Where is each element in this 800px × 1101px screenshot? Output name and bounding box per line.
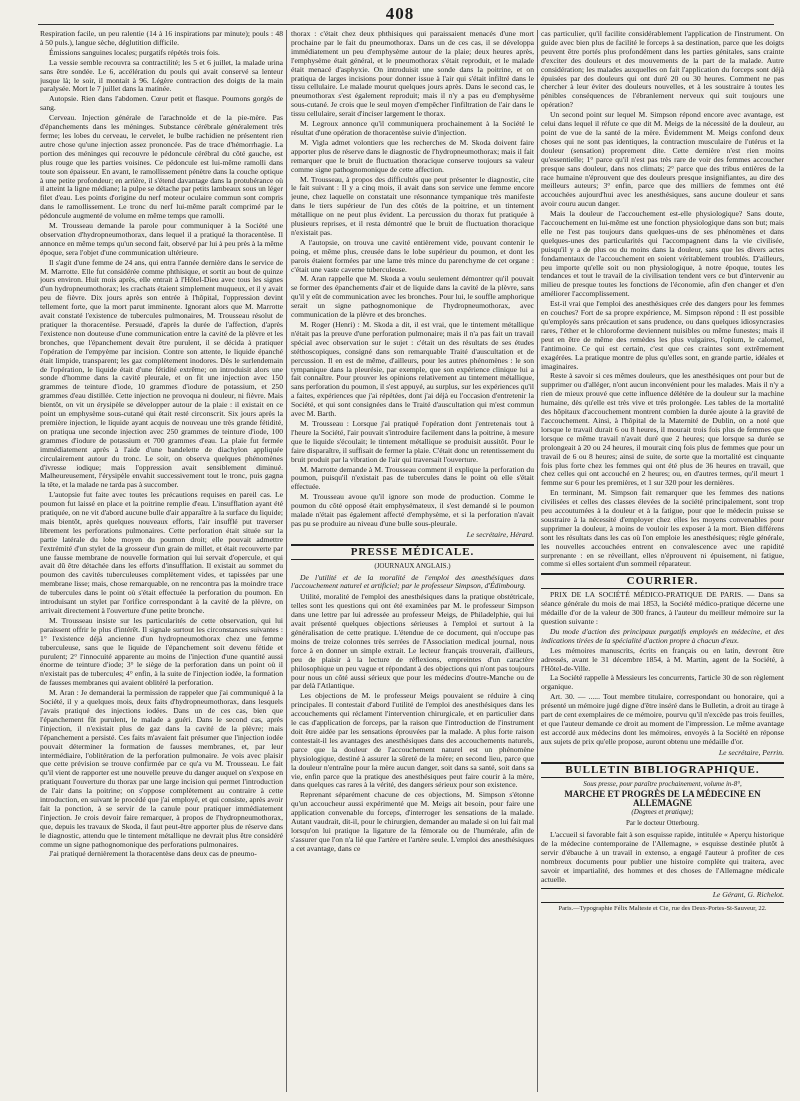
paragraph: M. Vigla admet volontiers que les recherches de M. Skoda doivent faire apporter plus de réserve dans le diagnostic de l'hydropneumothorax; mais il fait remarquer que le bruit de fluctuation thoracique conserve toujours sa valeur comme signe pathognomonique de cette affection. bbox=[291, 137, 534, 174]
column-2 bbox=[291, 30, 534, 1090]
courrier-title: COURRIER. bbox=[541, 573, 784, 589]
header-rule bbox=[38, 24, 774, 25]
paragraph: M. Legroux annonce qu'il communiquera prochainement à la Société le résultat d'une opération de thoracentèse suivie d'injection. bbox=[291, 119, 534, 137]
paragraph: Il s'agit d'une femme de 24 ans, qui entra l'année dernière dans le service de M. Marrotte. Elle fut considérée comme phthisique, et sortit au bout de quinze jours environ. Huit mois après, elle entrait à l'Hôtel-Dieu avec tous les signes d'un hydropneumothorax; les crachats étaient simplement muqueux, et il y avait peu de fièvre. Dix jours après son entrée à l'hôpital, l'oppression devint tellement forte, que la mort parut imminente. Ignorant alors que M. Marrotte avait constaté l'existence de tubercules pulmonaires, M. Trousseau résolut de pratiquer la thoracentèse. Persuadé, d'après la durée de l'affection, d'après l'existence non douteuse d'une communication entre la cavité de la plèvre et les bronches, que l'épanchement devait être purulent, il se décida à pratiquer l'opération de l'empyème par incision. Contre son attente, le liquide épanché était limpide, transparent; les gaz complètement inodores. Dès le surlendemain de l'opération, le liquide était d'une fétidité extrême; on introduisit alors une sonde d'homme dans la cavité pleurale, et on fit une injection avec 150 grammes de teinture d'iode, 10 grammes d'iodure de potassium, et 250 grammes d'eau distillée. Cette injection ne provoqua ni douleur, ni fièvre. Mais bientôt, on vit un érysipèle se développer autour de la plaie : il existait en ce point un emphysème sous-cutané qui était resté circonscrit. Six jours après la première injection, le liquide ayant acquis de nouveau une très grande fétidité, on pratiqua une seconde injection avec 250 grammes de teinture d'iode, 100 grammes d'iodure de potassium et 700 grammes d'eau. La plaie fut fermée immédiatement après à l'aide d'une bandelette de diachylon appliquée circulairement autour du tronc. Le soir, on observa quelques phénomènes d'ivresse iodique; mais l'oppression avait sensiblement diminué. Malheureusement, l'érysipèle envahit successivement tout le tronc, puis gagna la tête, et la malade ne tarda pas à succomber. bbox=[40, 257, 283, 490]
paragraph: Les objections de M. le professeur Meigs pouvaient se réduire à cinq principales. Il contestait d'abord l'utilité de l'emploi des anesthésiques dans les accouchements qui réclament l'intervention chirurgicale, et en particulier dans le cas d'application de forceps, par la raison que l'introduction de l'instrument doit être aidée par les sensations éprouvées par la malade. A plus forte raison contestait-il les avantages des anesthésiques dans des accouchements naturels, parce que la douleur de l'accouchement naturel est un phénomène physiologique, destiné à assurer la sûreté de la mère; en second lieu, parce que la douleur n'entraîne pour la mère aucun danger, soit dans sa santé, soit dans sa vie, enfin parce que la pratique des anesthésiques peut faire courir à la mère, dans quelques cas rares à la vérité, des dangers sérieux pour son existence. bbox=[291, 691, 534, 790]
paragraph: La vessie semble recouvra sa contractilité; les 5 et 6 juillet, la malade urina sans être sondée. Le 6, accélération du pouls qui avait conservé sa lenteur jusque là; le soir, il montait à 96. Légère contraction des doigts de la main paralysée. Mort le 7 juillet dans la matinée. bbox=[40, 57, 283, 94]
section-title: PRESSE MÉDICALE. bbox=[291, 544, 534, 560]
paragraph: Du mode d'action des principaux purgatifs employés en médecine, et des indications tirées de la spécialité d'action propre à chacun d'eux. bbox=[541, 626, 784, 645]
paragraph: M. Aran : Je demanderai la permission de rappeler que j'ai communiqué à la Société, il y a quelques mois, deux faits d'hydropneumothorax, dans lesquels j'avais pratiqué des injections iodées. Dans un de ces cas, bien que l'épanchement fût purulent, le malade a guéri. Dans le second cas, après l'injection, il n'existait plus de gaz dans la cavité de la plèvre; mais l'épanchement a persisté. Ces faits m'avaient fait présumer que l'injection iodée pouvait déterminer la formation de fausses membranes, et, par leur intermédiaire, l'oblitération de la perforation pulmonaire. Je vois avec plaisir que cette prévision se trouve confirmée par ce qu'a vu M. Trousseau. Le fait qu'il vient de rapporter est une nouvelle preuve du danger auquel on s'expose en pratiquant l'ouverture du thorax par une large incision qui permet l'introduction de l'air dans la poitrine; on s'oppose complètement au contraire à cette introduction, en suivant le procédé que j'ai employé, et qui consiste, après avoir fait la ponction, à se servir de la canule pour pratiquer immédiatement l'injection. Je crois devoir faire remarquer, à propos de l'hydropneumothorax, que, depuis les travaux de Skoda, il faut peut-être apporter plus de réserve dans le diagnostic, attendu que le tintement métallique ne devrait plus être considéré comme un signe pathognomonique des perforations pulmonaires. bbox=[40, 688, 283, 849]
paragraph: Reprenant séparément chacune de ces objections, M. Simpson s'étonne qu'un accoucheur aussi expérimenté que M. Meigs ait besoin, pour faire une application convenable du forceps, d'interroger les sensations de la malade. Autant vaudrait, dit-il, pour le chirurgien, demander au malade si on lui fait mal lorsqu'on lui pratique la ligature de la fémorale ou de l'humérale, afin de s'assurer que l'on n'a lié que l'artère et l'artère seule. L'emploi des anesthésiques a cet avantage, dans ce bbox=[291, 790, 534, 853]
paragraph: L'accueil si favorable fait à son esquisse rapide, intitulée « Aperçu historique de la médecine contemporaine de l'Allemagne, » esquisse destinée plutôt à servir d'ébauche à un travail in extenso, a engagé l'auteur à profiter de ces nombreux documents pour publier une histoire complète qui traitera, avec savoir et impartialité, des hommes et des choses de l'Allemagne médicale actuelle. bbox=[541, 830, 784, 884]
paragraph: Reste à savoir si ces mêmes douleurs, que les anesthésiques ont pour but de supprimer ou d'alléger, n'ont aucun inconvénient pour les malades. Mais il n'y a rien de mieux prouvé que cette influence délétère de la douleur sur la machine humaine, dès qu'elle est très vive et très prolongée. Les tables de la mortalité des hôpitaux d'accouchement montrent combien la durée ajoute à la gravité de l'accouchement. Ainsi, à l'hôpital de la Maternité de Dublin, on a noté que lorsque le travail durait 6 ou 8 heures, il mourait trois fois plus de femmes que lorsque ce même travail n'avait duré que 2 heures; que lorsque sa durée se prolongeait à 20 ou 24 heures, il mourait cinq fois plus de femmes que pour un travail de 6 ou 8 heures; ainsi de suite, de sorte que la mortalité est cinquante fois plus forte chez les femmes qui ont été plus de 36 heures en travail, que chez celles qui ont accouché en 2 heures; ou, en d'autres termes, qu'il meurt 1 femme sur 6 pour les premières, et 1 sur 320 pour les dernières. bbox=[541, 371, 784, 488]
paragraph: L'autopsie fut faite avec toutes les précautions requises en pareil cas. Le poumon fut laissé en place et la poitrine remplie d'eau. L'insufflation ayant été pratiquée, on ne vit d'abord aucune bulle d'air apparaître à la surface du liquide; mais bientôt, après quelques nouveaux efforts, l'air insufflé put traverser librement les perforations pulmonaires. Cette perforation était située sur la partie latérale du lobe moyen du poumon droit; elle pouvait admettre l'extrémité d'un stylet de la grosseur d'un grain de millet, et était recouverte par une fausse membrane de nouvelle formation qui lui servait d'opercule, et qui avait dû être détachée dans les efforts d'insufflation. Il existait au sommet du poumon des cavités tuberculeuses complètement vides, et tapissées par une membrane lisse; mais, chose remarquable, on ne rencontra pas la moindre trace de tubercules dans le point où s'était effectuée la perforation du poumon. En introduisant un stylet par l'orifice correspondant à la cavité de la plèvre, on arrivait directement à l'ouverture d'une petite bronche. bbox=[40, 490, 283, 615]
paragraph: Art. 30. — ...... Tout membre titulaire, correspondant ou honoraire, qui a présenté un mémoire jugé digne d'être inséré dans le Bulletin, a droit au tirage à part de cent exemplaires de ce mémoire, pourvu qu'il n'excède pas trois feuilles, et que l'auteur demande ce droit au moment de l'impression. Le même avantage est accordé aux médecins dont les mémoires, envoyés à la Société en réponse aux sujets de prix qu'elle propose, auront obtenu une médaille d'or. bbox=[541, 692, 784, 746]
paragraph: M. Trousseau insiste sur les particularités de cette observation, qui lui paraissent offrir le plus d'intérêt. Il signale surtout les circonstances suivantes : 1° l'existence déjà ancienne d'un hydropneumothorax chez une femme tuberculeuse, sans que le liquide de l'épanchement soit devenu fétide et purulent; 2° l'innocuité apparente au moins de l'injection d'une quantité aussi énorme de teinture d'iode; 3° le siège de la perforation dans un point où il n'existait pas de tubercules; 4° enfin, à la suite de l'injection iodée, la formation de fausses membranes qui avaient oblitéré la perforation. bbox=[40, 615, 283, 688]
column-divider bbox=[537, 30, 538, 1092]
paragraph: La Société rappelle à Messieurs les concurrents, l'article 30 de son règlement organique. bbox=[541, 673, 784, 692]
paragraph: M. Trousseau : Lorsque j'ai pratiqué l'opération dont j'entretenais tout à l'heure la Société, l'air pouvait s'introduire facilement dans la poitrine, à mesure que le liquide s'écoulait; le tintement métallique se produisit aussitôt. Pour le faire disparaître, il suffisait de fermer la plaie. C'était donc un retentissement du bruit produit par la vibration de l'air qui traversait l'ouverture. bbox=[291, 418, 534, 464]
paragraph: Mais la douleur de l'accouchement est-elle physiologique? Sans doute, l'accouchement en lui-même est une fonction physiologique dans son but; mais elle ne l'est pas toujours dans quelques-uns de ses phénomènes et dans quelques-unes des particularités qui l'accompagnent dans la vie civilisée, puisqu'il y a de plus ou du moins dans la douleur, sans que les divers actes fondamentaux de l'accouchement en soient véritablement troublés. D'ailleurs, peu importe qu'elle soit ou non physiologique, à notre époque, toutes les tendances et tout le travail de la civilisation tendent vers ce but d'intervenir au milieu de presque toutes les fonctions de l'économie, afin d'en changer et d'en améliorer l'accomplissement. bbox=[541, 209, 784, 299]
printer-imprint: Paris.—Typographie Félix Malteste et Cie, rue des Deux-Portes-St-Sauveur, 22. bbox=[541, 902, 784, 914]
courrier-signature: Le secrétaire, Perrin. bbox=[718, 747, 784, 757]
paragraph: thorax : c'était chez deux phthisiques qui paraissaient menacés d'une mort prochaine par le fait du pneumothorax. Dans un de ces cas, il se développa immédiatement un peu d'emphysème autour de la plaie; deux heures après, l'emphysème était général, et le pneumothorax s'était reproduit, et le malade était menacé d'asphyxie. On introduisit une sonde dans la poitrine, et on pratiqua de larges incisions pour donner issue à l'air qui s'était infiltré dans le tissu cellulaire. Le malade mourut quelques jours après. Dans le second cas, le pneumothorax s'est également reproduit; mais il n'y a pas eu d'emphysème sous-cutané. Je crois que le seul moyen d'empêcher l'infiltration de l'air dans le tissu cellulaire, serait d'inciser largement le thorax. bbox=[291, 30, 534, 119]
paragraph: Un second point sur lequel M. Simpson répond encore avec avantage, est celui dans lequel il réfute ce que dit M. Meigs de la nécessité de la douleur, au point de vue de la santé de la mère. Évidemment M. Meigs confond deux choses qui ne sont pas identiques, la contraction musculaire de l'utérus et la douleur (sensation) proprement dite. Cette dernière n'est rien moins qu'essentielle; 1° parce qu'il n'est pas très rare de voir des femmes accoucher presque sans douleur, dans nos climats; 2° parce que des tribus entières de la race humaine n'éprouvent que des douleurs presque insignifiantes, au dire des meilleurs auteurs; 3° enfin, parce que des milliers de femmes ont été accouchées aujourd'hui avec les anesthésiques, sans aucune douleur et sans avoir couru aucun danger. bbox=[541, 110, 784, 209]
paragraph: M. Aran rappelle que M. Skoda a voulu seulement démontrer qu'il pouvait se former des épanchements d'air et de liquide dans la cavité de la plèvre, sans qu'il y eût de communication avec les bronches. Pour lui, le souffle amphorique serait un signe pathognomonique de l'hydropneumothorax, avec communication de la plèvre et des bronches. bbox=[291, 274, 534, 320]
paragraph: cas particulier, qu'il facilite considérablement l'application de l'instrument. On guide avec bien plus de facilité le forceps à sa destination, parce que les doigts peuvent être portés plus profondément dans les parties génitales, sans crainte d'exciter des douleurs et des mouvements de la part de la malade. Autre considération; les malades auxquelles on fait l'application du forceps sont déjà épuisées par des douleurs qui ont duré 20 ou 30 heures. Comment ne pas chercher à leur éviter des douleurs nouvelles, et à les soustraire à toutes les pénibles conséquences de l'ébranlement nerveux qui suit toujours une opération? bbox=[541, 30, 784, 110]
book-title: MARCHE ET PROGRÈS DE LA MÉDECINE EN ALLEMAGNE bbox=[564, 789, 761, 809]
paragraph: Cerveau. Injection générale de l'arachnoïde et de la pie-mère. Pas d'épanchements dans les méninges. Substance cérébrale généralement très ferme; les lobes du cerveau, le cervelet, le bulbe rachidien ne présentent rien autre chose qu'une injection assez prononcée. Pas de trace d'hémorrhagie. La portion des méninges qui recouvre le pédoncule cérébral du côté gauche, est plus rouge que les parties voisines. Ce pédoncule est lui-même ramolli dans toute son épaisseur. En avant, le ramollissement pénètre dans la couche optique à une petite profondeur; en arrière, il s'étend davantage dans la protubérance où il atteint la ligne médiane; la pulpe se détache par petits lambeaux sous un léger filet d'eau. Les points d'origine du nerf moteur oculaire commun sont compris dans le ramollissement. Le tronc du nerf lui-même paraît comprimé par le pédoncule augmenté de volume en même temps que ramolli. bbox=[40, 113, 283, 221]
paragraph: M. Roger (Henri) : M. Skoda a dit, il est vrai, que le tintement métallique n'était pas la preuve d'une perforation pulmonaire; mais il n'a pas fait un travail spécial avec observation sur le sujet : c'était un des résultats de ses études stéthoscopiques, consigné dans son remarquable Traité d'auscultation et de percussion. Il en est de même, d'ailleurs, pour les autres phénomènes : le son tympanique dans la pleurésie, par exemple, que son expérience clinique lui a fait connaître. Pour prouver les opinions relativement au tintement métallique, sans perforation du poumon, il s'est appuyé, au surplus, sur les expériences qu'il a faites, expériences que j'ai répétées, dont j'ai déjà eu l'occasion d'entretenir la Société, et qui sont consignées dans le Traité d'auscultation qui m'est commun avec M. Barth. bbox=[291, 320, 534, 419]
paragraph: M. Marrotte demande à M. Trousseau comment il explique la perforation du poumon, puisqu'il n'existait pas de tubercules dans le point où elle s'était effectuée. bbox=[291, 464, 534, 492]
paragraph: M. Trousseau demande la parole pour communiquer à la Société une observation d'hydropneumothorax, dans lequel il a pratiqué la thoracentèse. Il annonce en même temps qu'un second fait, observé par lui à peu près à la même époque, sera l'objet d'une communication ultérieure. bbox=[40, 221, 283, 257]
paragraph: Émissions sanguines locales; purgatifs répétés trois fois. bbox=[49, 47, 220, 57]
bulletin-subtitle: Sous presse, pour paraître prochainement, volume in-8°, bbox=[583, 779, 742, 788]
paragraph: M. Trousseau, à propos des difficultés que peut présenter le diagnostic, cite le fait suivant : Il y a cinq mois, il avait dans son service une femme encore jeune, chez laquelle on constatait une résonnance tympanique très manifeste dans le tiers supérieur de l'un des côtés de la poitrine, et un tintement métallique on ne peut plus évident. La percussion du thorax fut pratiquée à plusieurs reprises, et il resta démontré que le bruit de fluctuation thoracique n'existait pas. bbox=[291, 174, 534, 237]
paragraph: M. Trousseau avoue qu'il ignore son mode de production. Comme le poumon du côté opposé était emphysémateux, il s'est demandé si le poumon malade n'était pas également affecté d'emphysème, et si la perforation n'avait pas pu se produire au niveau d'une bulle sous-pleurale. bbox=[291, 492, 534, 528]
paragraph: En terminant, M. Simpson fait remarquer que les femmes des nations civilisées et celles des classes élevées de la société principalement, sont trop peu accoutumées à la douleur et à la fatigue, pour que le médecin puisse se soustraire à la nécessité d'employer chez elles les moyens convenables pour supprimer la douleur, à moins de vouloir les exposer à la mort. Bien différens sont les résultats dans les cas où l'on emploie les anesthésiques; règle générale, les nouvelles accouchées entrent en convalescence avec une rapidité surprenante : en se réveillant, elles n'éprouvent ni épuisement, ni fatigue, comme si elles sortaient d'un sommeil réparateur. bbox=[541, 488, 784, 569]
column-1 bbox=[40, 30, 283, 1090]
paragraph: PRIX DE LA SOCIÉTÉ MÉDICO-PRATIQUE DE PARIS. — Dans sa séance générale du mois de mai 1853, la Société médico-pratique décerne une médaille d'or de la valeur de 300 francs, à l'auteur du meilleur mémoire sur la question suivante : bbox=[541, 590, 784, 626]
article-title: De l'utilité et de la moralité de l'emploi des anesthésiques dans l'accouchement naturel et artificiel; par le professeur Simpson, d'Édimbourg. bbox=[291, 572, 534, 591]
page-number: 408 bbox=[385, 4, 415, 23]
paragraph: Est-il vrai que l'emploi des anesthésiques crée des dangers pour les femmes en couches? Fort de sa propre expérience, M. Simpson répond : Il est possible qu'employés sans précaution et sans prudence, ou dans quelques idiosyncrasies rares, l'éther et le chloroforme deviennent nuisibles ou même funestes; mais il peut en être de même des remèdes les plus vulgaires, l'opium, le calomel, l'antimoine. Ce qui est certain, c'est que ces craintes sont extrêmement exagérées. La pratique montre de plus qu'elles sont, en grande partie, idéales et imaginaires. bbox=[541, 299, 784, 371]
paragraph: Respiration facile, un peu ralentie (14 à 16 inspirations par minute); pouls : 48 à 50 puls.), langue sèche, déglutition difficile. bbox=[40, 30, 283, 47]
paragraph: A l'autopsie, on trouva une cavité entièrement vide, pouvant contenir le poing, et même plus, creusée dans le lobe supérieur du poumon, et dont les parois étaient formées par une lame très mince du parenchyme de cet organe : c'était une vaste caverne tuberculeuse. bbox=[291, 237, 534, 274]
bulletin-title: BULLETIN BIBLIOGRAPHIQUE. bbox=[541, 762, 784, 778]
column-3 bbox=[541, 30, 784, 1090]
paragraph: Utilité, moralité de l'emploi des anesthésiques dans la pratique obstétricale, telles sont les questions qui ont été examinées par M. le professeur Simpson dans une lettre par lui adressée au professeur Meigs, de Philadelphie, qui lui avait présenté quelques objections sérieuses à l'emploi et surtout à la généralisation de cette pratique. L'étendue de ce document, qui n'occupe pas moins de treize colonnes très serrées de l'Association medical journal, nous force à en donner un simple extrait. Le lecteur français trouverait, d'ailleurs, peu de plaisir à la lecture de réflexions, empreintes d'un caractère philosophique un peu vague et répondant à des objections qui n'ont pas toujours pour nous un côté aussi sérieux que pour les médecins d'outre-Manche ou de par delà l'Atlantique. bbox=[291, 592, 534, 691]
book-subtitle: (Dogmes et pratique); bbox=[631, 808, 694, 817]
paragraph: Les mémoires manuscrits, écrits en français ou en latin, devront être adressés, avant le 31 décembre 1854, à M. Martin, agent de la Société, à l'Hôtel-de-Ville. bbox=[541, 645, 784, 673]
gerant-signature: Le Gérant, G. Richelot. bbox=[541, 888, 784, 900]
paragraph: Autopsie. Rien dans l'abdomen. Cœur petit et flasque. Poumons gorgés de sang. bbox=[40, 94, 283, 113]
secretary-signature: Le secrétaire, Hérard. bbox=[466, 529, 534, 539]
paragraph: J'ai pratiqué dernièrement la thoracentèse dans deux cas de pneumo- bbox=[49, 849, 257, 859]
column-divider bbox=[286, 30, 287, 1092]
journal-label: (JOURNAUX ANGLAIS.) bbox=[374, 561, 451, 570]
book-author: Par le docteur Otterbourg. bbox=[626, 819, 699, 828]
